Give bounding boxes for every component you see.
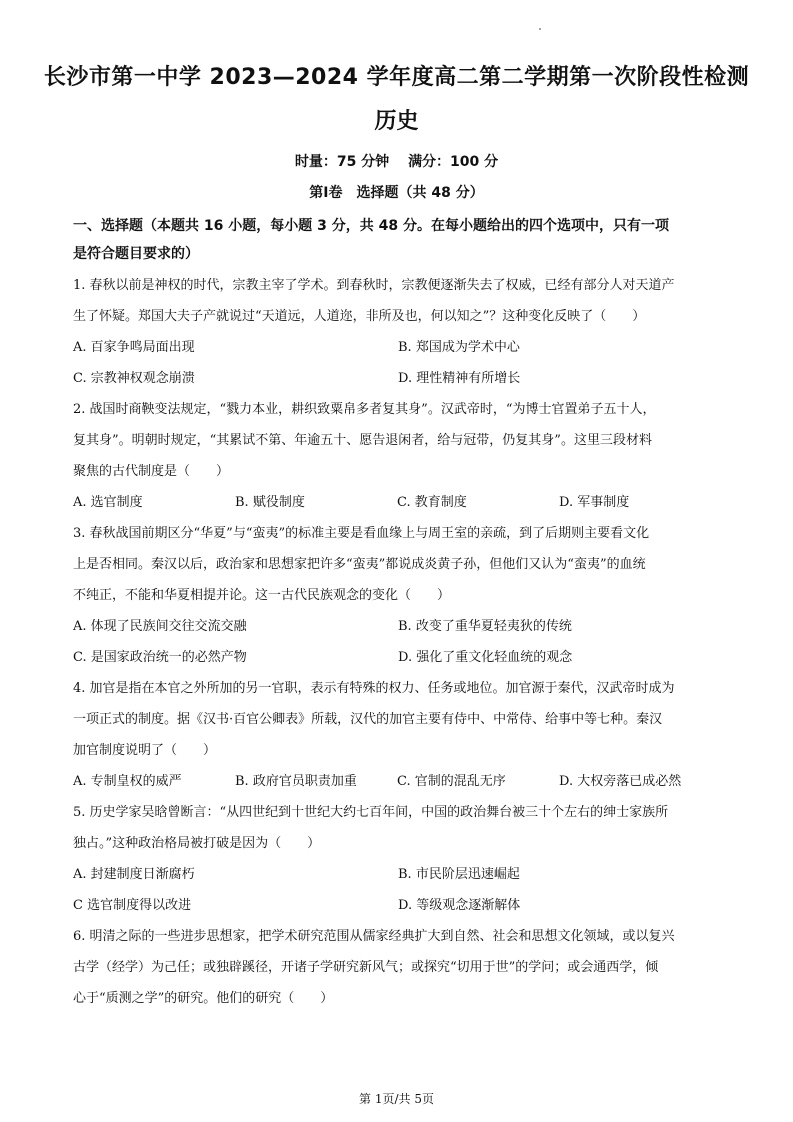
option-d: D. 大权旁落已成必然 (559, 774, 682, 789)
option-d: D. 军事制度 (559, 495, 630, 510)
option-a: A. 封建制度日渐腐朽 (73, 867, 195, 882)
question-text-line: 生了怀疑。郑国大夫子产就说过“天道远，人道迩，非所及也，何以知之”？这种变化反映了（ ） (73, 309, 646, 324)
question-text-line: 心于“质测之学”的研究。他们的研究（ ） (73, 991, 334, 1006)
option-b: B. 郑国成为学术中心 (398, 340, 520, 355)
options-row (73, 766, 733, 797)
exam-info (0, 151, 793, 171)
exam-title: 长沙市第一中学 2023—2024 学年度高二第二学期第一次阶段性检测 (43, 65, 750, 90)
option-c: C. 是国家政治统一的必然产物 (73, 650, 247, 665)
exam-score: 满分：100 分 (408, 154, 499, 170)
options-row (73, 890, 733, 921)
option-c: C. 宗教神权观念崩溃 (73, 371, 195, 386)
option-d: D. 理性精神有所增长 (398, 371, 521, 386)
option-a: A. 百家争鸣局面出现 (73, 340, 195, 355)
option-a: A. 体现了民族间交往交流交融 (73, 619, 247, 634)
question-text-line: 加官制度说明了（ ） (73, 743, 217, 758)
options-row (73, 642, 733, 673)
option-a: A. 专制皇权的威严 (73, 774, 182, 789)
page-number: 第 1页/共 5页 (359, 1092, 434, 1106)
volume-heading: 第Ⅰ卷 选择题（共 48 分） (309, 185, 484, 201)
subject-title: 历史 (374, 109, 419, 134)
option-b: B. 赋役制度 (235, 495, 305, 510)
section-heading-line: 一、选择题（本题共 16 小题，每小题 3 分，共 48 分。在每小题给出的四个选项中，只有一项 (73, 218, 669, 234)
option-c: C 选官制度得以改进 (73, 898, 192, 913)
question-text-line: 4. 加官是指在本官之外所加的另一官职，表示有特殊的权力、任务或地位。加官源于秦代，汉武帝时成为 (73, 681, 675, 696)
option-c: C. 官制的混乱无序 (397, 774, 506, 789)
question-text-line: 上是否相同。秦汉以后，政治家和思想家把许多“蛮夷”都说成炎黄子孙，但他们又认为“蛮夷”的血统 (73, 557, 646, 572)
question-5 (73, 797, 733, 921)
question-text-line: 不纯正，不能和华夏相提并论。这一古代民族观念的变化（ ） (73, 588, 451, 603)
options-row (73, 487, 733, 518)
options-row (73, 611, 733, 642)
option-b: B. 改变了重华夏轻夷狄的传统 (398, 619, 572, 634)
option-d: D. 强化了重文化轻血统的观念 (398, 650, 573, 665)
question-text-line: 3. 春秋战国前期区分“华夏”与“蛮夷”的标准主要是看血缘上与周王室的亲疏，到了后期则主要看文化 (73, 526, 650, 541)
question-text-line: 一项正式的制度。据《汉书·百官公卿表》所载，汉代的加官主要有侍中、中常侍、给事中等七种。秦汉 (73, 712, 663, 727)
question-text-line: 6. 明清之际的一些进步思想家，把学术研究范围从儒家经典扩大到自然、社会和思想文化领域，或以复兴 (73, 929, 675, 944)
option-c: C. 教育制度 (397, 495, 467, 510)
question-text-line: 聚焦的古代制度是（ ） (73, 464, 230, 479)
option-a: A. 选官制度 (73, 495, 143, 510)
question-4 (73, 673, 733, 797)
option-b: B. 政府官员职责加重 (235, 774, 357, 789)
question-text-line: 独占。”这种政治格局被打破是因为（ ） (73, 836, 321, 851)
question-text-line: 1. 春秋以前是神权的时代，宗教主宰了学术。到春秋时，宗教便逐渐失去了权威，已经有部分人对天道产 (73, 278, 675, 293)
options-row (73, 363, 733, 394)
scan-dot (539, 28, 541, 30)
option-b: B. 市民阶层迅速崛起 (398, 867, 520, 882)
question-text-line: 古学（经学）为己任；或独辟蹊径，开诸子学研究新风气；或探究“切用于世”的学问；或会通西学，倾 (73, 960, 659, 975)
question-text-line: 5. 历史学家吴晗曾断言：“从四世纪到十世纪大约七百年间，中国的政治舞台被三十个左右的绅士家族所 (73, 805, 669, 820)
option-d: D. 等级观念逐渐解体 (398, 898, 521, 913)
question-text-line: 复其身”。明朝时规定，“其累试不第、年逾五十、愿告退闲者，给与冠带，仍复其身”。这里三段材料 (73, 433, 652, 448)
question-list (73, 270, 733, 1014)
options-row (73, 859, 733, 890)
question-3 (73, 518, 733, 673)
question-text-line: 2. 战国时商鞅变法规定，“戮力本业，耕织致粟帛多者复其身”。汉武帝时，“为博士官置弟子五十人， (73, 402, 656, 417)
options-row (73, 332, 733, 363)
question-6 (73, 921, 733, 1014)
exam-time: 时量：75 分钟 (294, 154, 390, 170)
section-heading (73, 212, 733, 268)
section-heading-line: 是符合题目要求的） (73, 246, 199, 262)
question-1 (73, 270, 733, 394)
question-2 (73, 394, 733, 518)
